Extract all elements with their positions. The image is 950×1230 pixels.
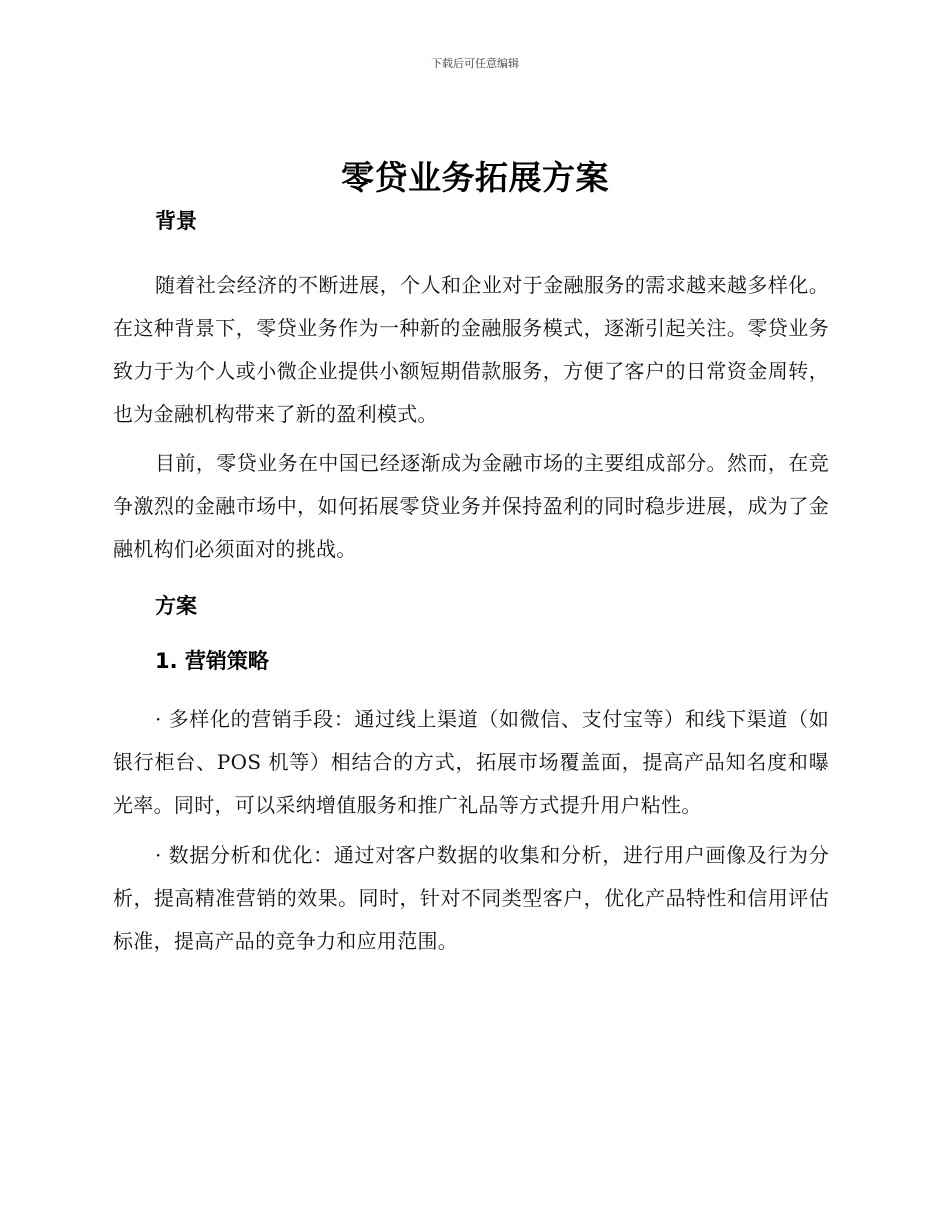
- document-title: 零贷业务拓展方案: [341, 158, 609, 197]
- section-heading-plan: 方案: [155, 594, 197, 618]
- paragraph-marketing-2: · 数据分析和优化：通过对客户数据的收集和分析，进行用户画像及行为分析，提高精准营销的效果。同时，针对不同类型客户，优化产品特性和信用评估标准，提高产品的竞争力和应用范围。: [113, 843, 829, 953]
- section-heading-background: 背景: [155, 209, 197, 233]
- header-note: 下载后可任意编辑: [431, 57, 519, 70]
- paragraph-background-2: 目前，零贷业务在中国已经逐渐成为金融市场的主要组成部分。然而，在竞争激烈的金融市场中，如何拓展零贷业务并保持盈利的同时稳步进展，成为了金融机构们必须面对的挑战。: [113, 451, 829, 561]
- paragraph-background-1: 随着社会经济的不断进展，个人和企业对于金融服务的需求越来越多样化。在这种背景下，零贷业务作为一种新的金融服务模式，逐渐引起关注。零贷业务致力于为个人或小微企业提供小额短期借款服务，方便了客户的日常资金周转，也为金融机构带来了新的盈利模式。: [113, 273, 829, 426]
- document-body: [113, 206, 829, 963]
- paragraph-marketing-1: · 多样化的营销手段：通过线上渠道（如微信、支付宝等）和线下渠道（如银行柜台、POS 机等）相结合的方式，拓展市场覆盖面，提高产品知名度和曝光率。同时，可以采纳增值服务和推广礼品等方式提升用户粘性。: [113, 707, 829, 817]
- subsection-heading-marketing: 1. 营销策略: [155, 649, 269, 673]
